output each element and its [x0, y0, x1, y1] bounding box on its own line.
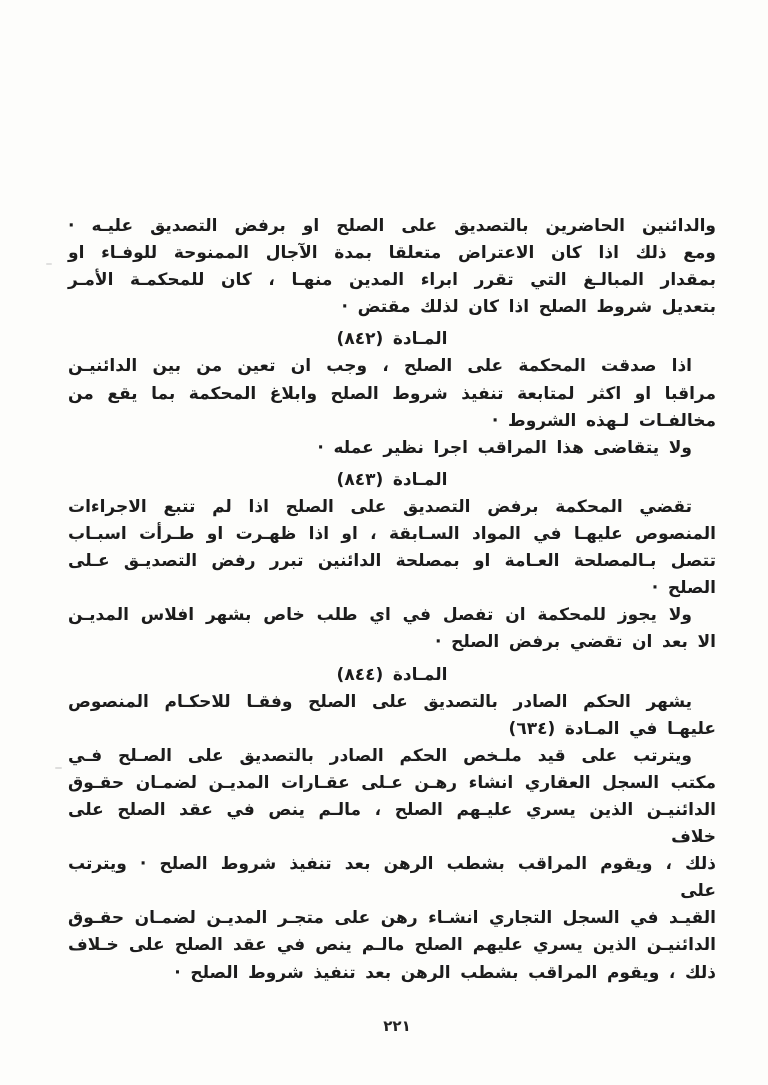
- text-line: ومع ذلك اذا كان الاعتراض متعلقا بمدة الآجال الممنوحة للوفـاء او: [68, 243, 716, 264]
- text-line: ولا يتقاضى هذا المراقب اجرا نظير عمله ·: [317, 437, 692, 458]
- intro-paragraph: [68, 213, 716, 321]
- page-number: ٢٢١: [383, 1017, 411, 1035]
- article-heading-842: المـادة (٨٤٢): [336, 329, 448, 350]
- article-842-body: [68, 353, 716, 461]
- text-line: تتصل بـالمصلحة العـامة او بمصلحة الدائنين تبرر رفض التصديـق عـلى: [68, 551, 716, 572]
- text-line: تقضي المحكمة برفض التصديق على الصلح اذا لم تتبع الاجراءات: [68, 496, 692, 517]
- text-line: الدائنيـن الذين يسري عليهم الصلح مالـم ينص في عقد الصلح على خـلاف: [68, 935, 716, 956]
- scan-artifact-speck: [55, 767, 62, 769]
- text-line: ولا يجوز للمحكمة ان تفصل في اي طلب خاص بشهر افلاس المديـن: [68, 605, 692, 626]
- text-line: ويترتب على قيد ملـخص الحكم الصادر بالتصديق على الصـلح فـي: [68, 745, 692, 766]
- text-line: ذلك ، ويقوم المراقب بشطب الرهن بعد تنفيذ شروط الصلح ·: [174, 962, 716, 983]
- text-line: والدائنين الحاضرين بالتصديق على الصلح او برفض التصديق عليـه ·: [68, 216, 716, 236]
- text-line: بتعديل شروط الصلح اذا كان لذلك مقتض ·: [341, 297, 716, 318]
- text-line: الصلح ·: [651, 578, 716, 599]
- article-843-body: [68, 494, 716, 657]
- text-line: الا بعد ان تقضي برفض الصلح ·: [434, 632, 716, 653]
- text-line: اذا صدقت المحكمة على الصلح ، وجب ان تعين من بين الدائنيـن: [68, 356, 692, 377]
- text-line: عليهـا في المـادة (٦٣٤): [508, 718, 716, 739]
- text-line: مراقبا او اكثر لمتابعة تنفيذ شروط الصلح وابلاغ المحكمة بما يقع من: [68, 383, 716, 404]
- text-line: المنصوص عليهـا في المواد السـابقة ، او اذا ظهـرت او طـرأت اسبـاب: [68, 524, 716, 545]
- text-line: مخالفـات لـهذه الشروط ·: [491, 410, 716, 431]
- article-844-body: [68, 689, 716, 987]
- text-line: بمقدار المبالـغ التي تقرر ابراء المدين منهـا ، كان للمحكمـة الأمـر: [68, 270, 716, 291]
- text-line: ذلك ، ويقوم المراقب بشطب الرهن بعد تنفيذ شروط الصلح · ويترتب على: [68, 854, 716, 902]
- document-text: [68, 213, 716, 987]
- text-line: مكتب السجل العقاري انشاء رهـن عـلى عقـارات المديـن لضمـان حقـوق: [68, 772, 716, 793]
- text-line: يشهر الحكم الصادر بالتصديق على الصلح وفقـا للاحكـام المنصوص: [68, 691, 692, 712]
- article-heading-843: المـادة (٨٤٣): [336, 469, 448, 490]
- text-line: الدائنيـن الذين يسري عليـهم الصلح ، مالـم ينص في عقد الصلح على خلاف: [68, 799, 716, 848]
- article-heading-844: المـادة (٨٤٤): [336, 664, 448, 685]
- scan-artifact-speck: [46, 263, 52, 265]
- text-line: القيـد في السجل التجاري انشـاء رهن على متجـر المديـن لضمـان حقـوق: [68, 908, 716, 929]
